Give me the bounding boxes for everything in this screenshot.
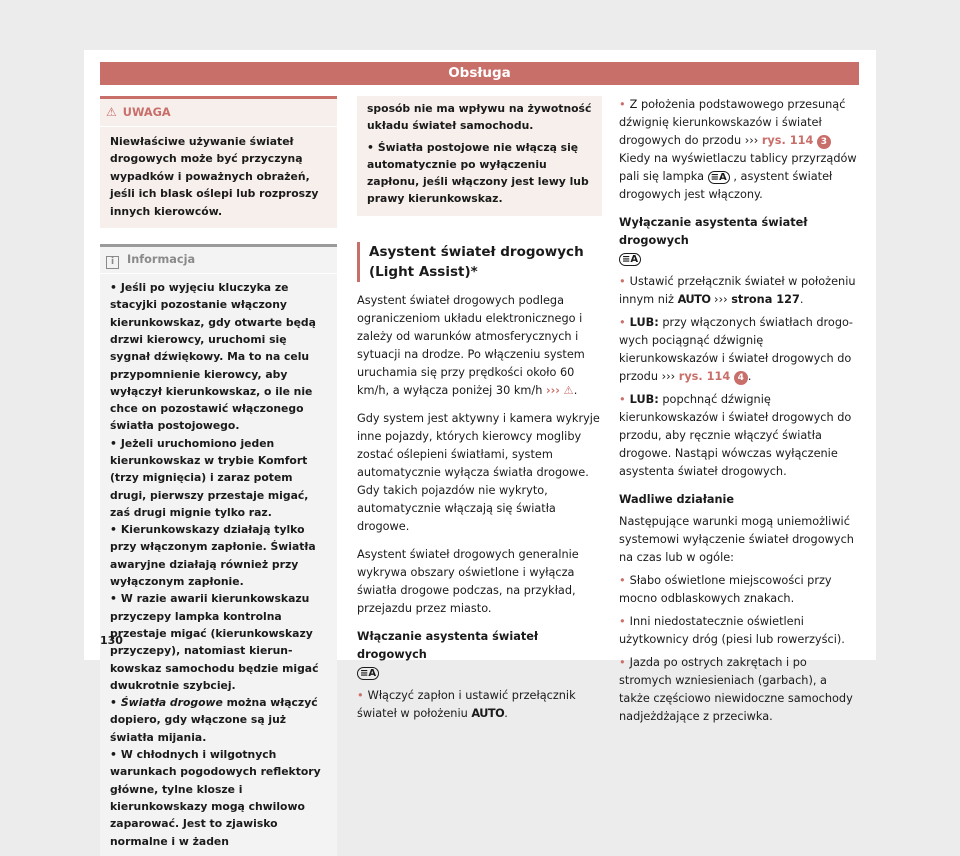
info-item: • Kierunkowskazy działają tylko przy włączonym zapłonie. Światła awaryjne działają również przy wyłączonym zapłonie. — [110, 523, 316, 589]
section-title: Asystent świateł drogowych (Light Assist)* — [357, 242, 602, 282]
figure-link[interactable]: rys. 114 — [761, 134, 814, 147]
warning-title: ⚠ UWAGA — [100, 99, 337, 127]
high-beam-assist-icon: ≡A — [357, 667, 379, 680]
figure-link[interactable]: rys. 114 — [678, 370, 731, 383]
warning-box — [100, 96, 337, 228]
list-item: • Inni niedostatecznie oświetleni użytkownicy dróg (piesi lub rowerzyści). — [619, 615, 845, 646]
info-item: • Światła drogowe można włączyć dopiero, gdy włączone są już światła mijania. — [110, 696, 318, 744]
list-item: • LUB: przy włączonych światłach drogowych pociągnąć dźwignię kierunkowskazów i świateł drogowych do przodu ››› rys. 114 4 . — [619, 316, 853, 383]
paragraph: Następujące warunki mogą uniemożliwić systemowi wyłączenie świateł drogowych na czas lub w ogóle: — [619, 515, 854, 564]
subheading: Wyłączanie asystenta świateł drogowych ≡A — [619, 216, 808, 265]
list-item: • LUB: popchnąć dźwignię kierunkowskazów i świateł drogowych do przodu, aby ręcznie włączyć światła drogowe. Nastąpi wówczas wyłączenie asystenta świateł drogowych. — [619, 393, 852, 478]
page-number: 130 — [100, 634, 123, 647]
page-link[interactable]: strona 127 — [731, 293, 800, 306]
info-item: • W razie awarii kierunkowskazu przyczepy lampka kontrolna przestaje migać (kierunkowskazy przyczepy), natomiast kierunkowskaz samochodu będzie migać dwukrotnie szybciej. — [110, 592, 319, 692]
list-item: • Jazda po ostrych zakrętach i po stromych wzniesieniach (garbach), a także częściowo niewidoczne samochody nadjeżdżające z przeciwka. — [619, 656, 853, 723]
high-beam-assist-icon: ≡A — [619, 253, 641, 266]
info-item: • W chłodnych i wilgotnych warunkach pogodowych reflektory główne, tylne klosze i kierunkowskazy mogą chwilowo zaparować. Jest to zjawisko normalne i w żaden — [110, 748, 321, 848]
warning-text: Niewłaściwe używanie świateł drogowych może być przyczyną wypadków i poważnych obrażeń, jeśli ich blask oślepi lub rozproszy innych kierowców. — [110, 135, 319, 218]
callout-number: 4 — [734, 371, 748, 385]
info-item: • Jeśli po wyjęciu kluczyka ze stacyjki pozostanie włączony kierunkowskaz, gdy otwarte będą drzwi kierowcy, uruchomi się sygnał dźwiękowy. Ma to na celu przypomnienie kierowcy, aby wyłączył kierunkowskaz, o ile nie chce on pozostawić włączonego światła postojowego. — [110, 281, 316, 433]
list-item: • Słabo oświetlone miejscowości przy mocno odblaskowych znakach. — [619, 574, 832, 605]
info-box-continued — [357, 96, 602, 216]
list-item: • Ustawić przełącznik świateł w położeniu innym niż AUTO ››› strona 127. — [619, 275, 856, 306]
info-title: i Informacja — [100, 247, 337, 274]
subheading: Włączanie asystenta świateł drogowych ≡A — [357, 629, 539, 679]
warning-triangle-icon: ⚠ — [106, 105, 117, 119]
auto-switch-icon: AUTO — [677, 293, 711, 306]
paragraph: Asystent świateł drogowych podlega ograniczeniom układu elektronicznego i zależy od warunków atmosferycznych i sytuacji na drodze. Po włączeniu system uruchamia się przy prędkości około 60 km/h, a wyłącza poniżej 30 km/h ››› ⚠. — [357, 293, 585, 397]
auto-switch-icon: AUTO — [471, 706, 505, 720]
info-continued-text: sposób nie ma wpływu na żywotność układu świateł samochodu. — [367, 102, 592, 133]
info-item: • Jeżeli uruchomiono jeden kierunkowskaz w trybie Komfort (trzy mignięcia) i zaraz potem drugi, pierwszy przestaje migać, zaś drugi mignie tylko raz. — [110, 436, 309, 519]
list-item: • Z położenia podstawowego przesunąć dźwignię kierunkowskazów i świateł drogowych do przodu ››› rys. 114 3 Kiedy na wyświetlaczu tablicy przyrządów pali się lampka ≡A , asystent świateł drogowych jest włączony. — [619, 98, 857, 201]
info-box — [100, 244, 337, 856]
list-item: • Włączyć zapłon i ustawić przełącznik świateł w położeniu AUTO. — [357, 688, 576, 720]
info-item: • Światła postojowe nie włączą się automatycznie po wyłączeniu zapłonu, jeśli włączony jest lewy lub prawy kierunkowskaz. — [367, 140, 589, 206]
column-left — [100, 96, 337, 856]
paragraph: Gdy system jest aktywny i kamera wykryje inne pojazdy, których kierowcy mogliby zostać oślepieni światłami, system automatycznie wyłącza światła drogowe. Gdy takich pojazdów nie wykryto, automatycznie włączają się światła drogowe. — [357, 411, 600, 533]
column-middle — [357, 96, 602, 723]
high-beam-assist-icon: ≡A — [708, 171, 730, 184]
section-header: Obsługa — [100, 62, 859, 85]
info-icon: i — [106, 256, 119, 269]
subheading: Wadliwe działanie — [619, 493, 735, 506]
warning-triangle-icon: ⚠ — [563, 383, 574, 397]
paragraph: Asystent świateł drogowych generalnie wykrywa obszary oświetlone i wyłącza światła drogowe podczas, na przykład, przejazdu przez miasto. — [357, 547, 579, 615]
column-right — [619, 96, 861, 726]
cross-ref-arrows: ››› — [744, 134, 759, 147]
callout-number: 3 — [817, 135, 831, 149]
